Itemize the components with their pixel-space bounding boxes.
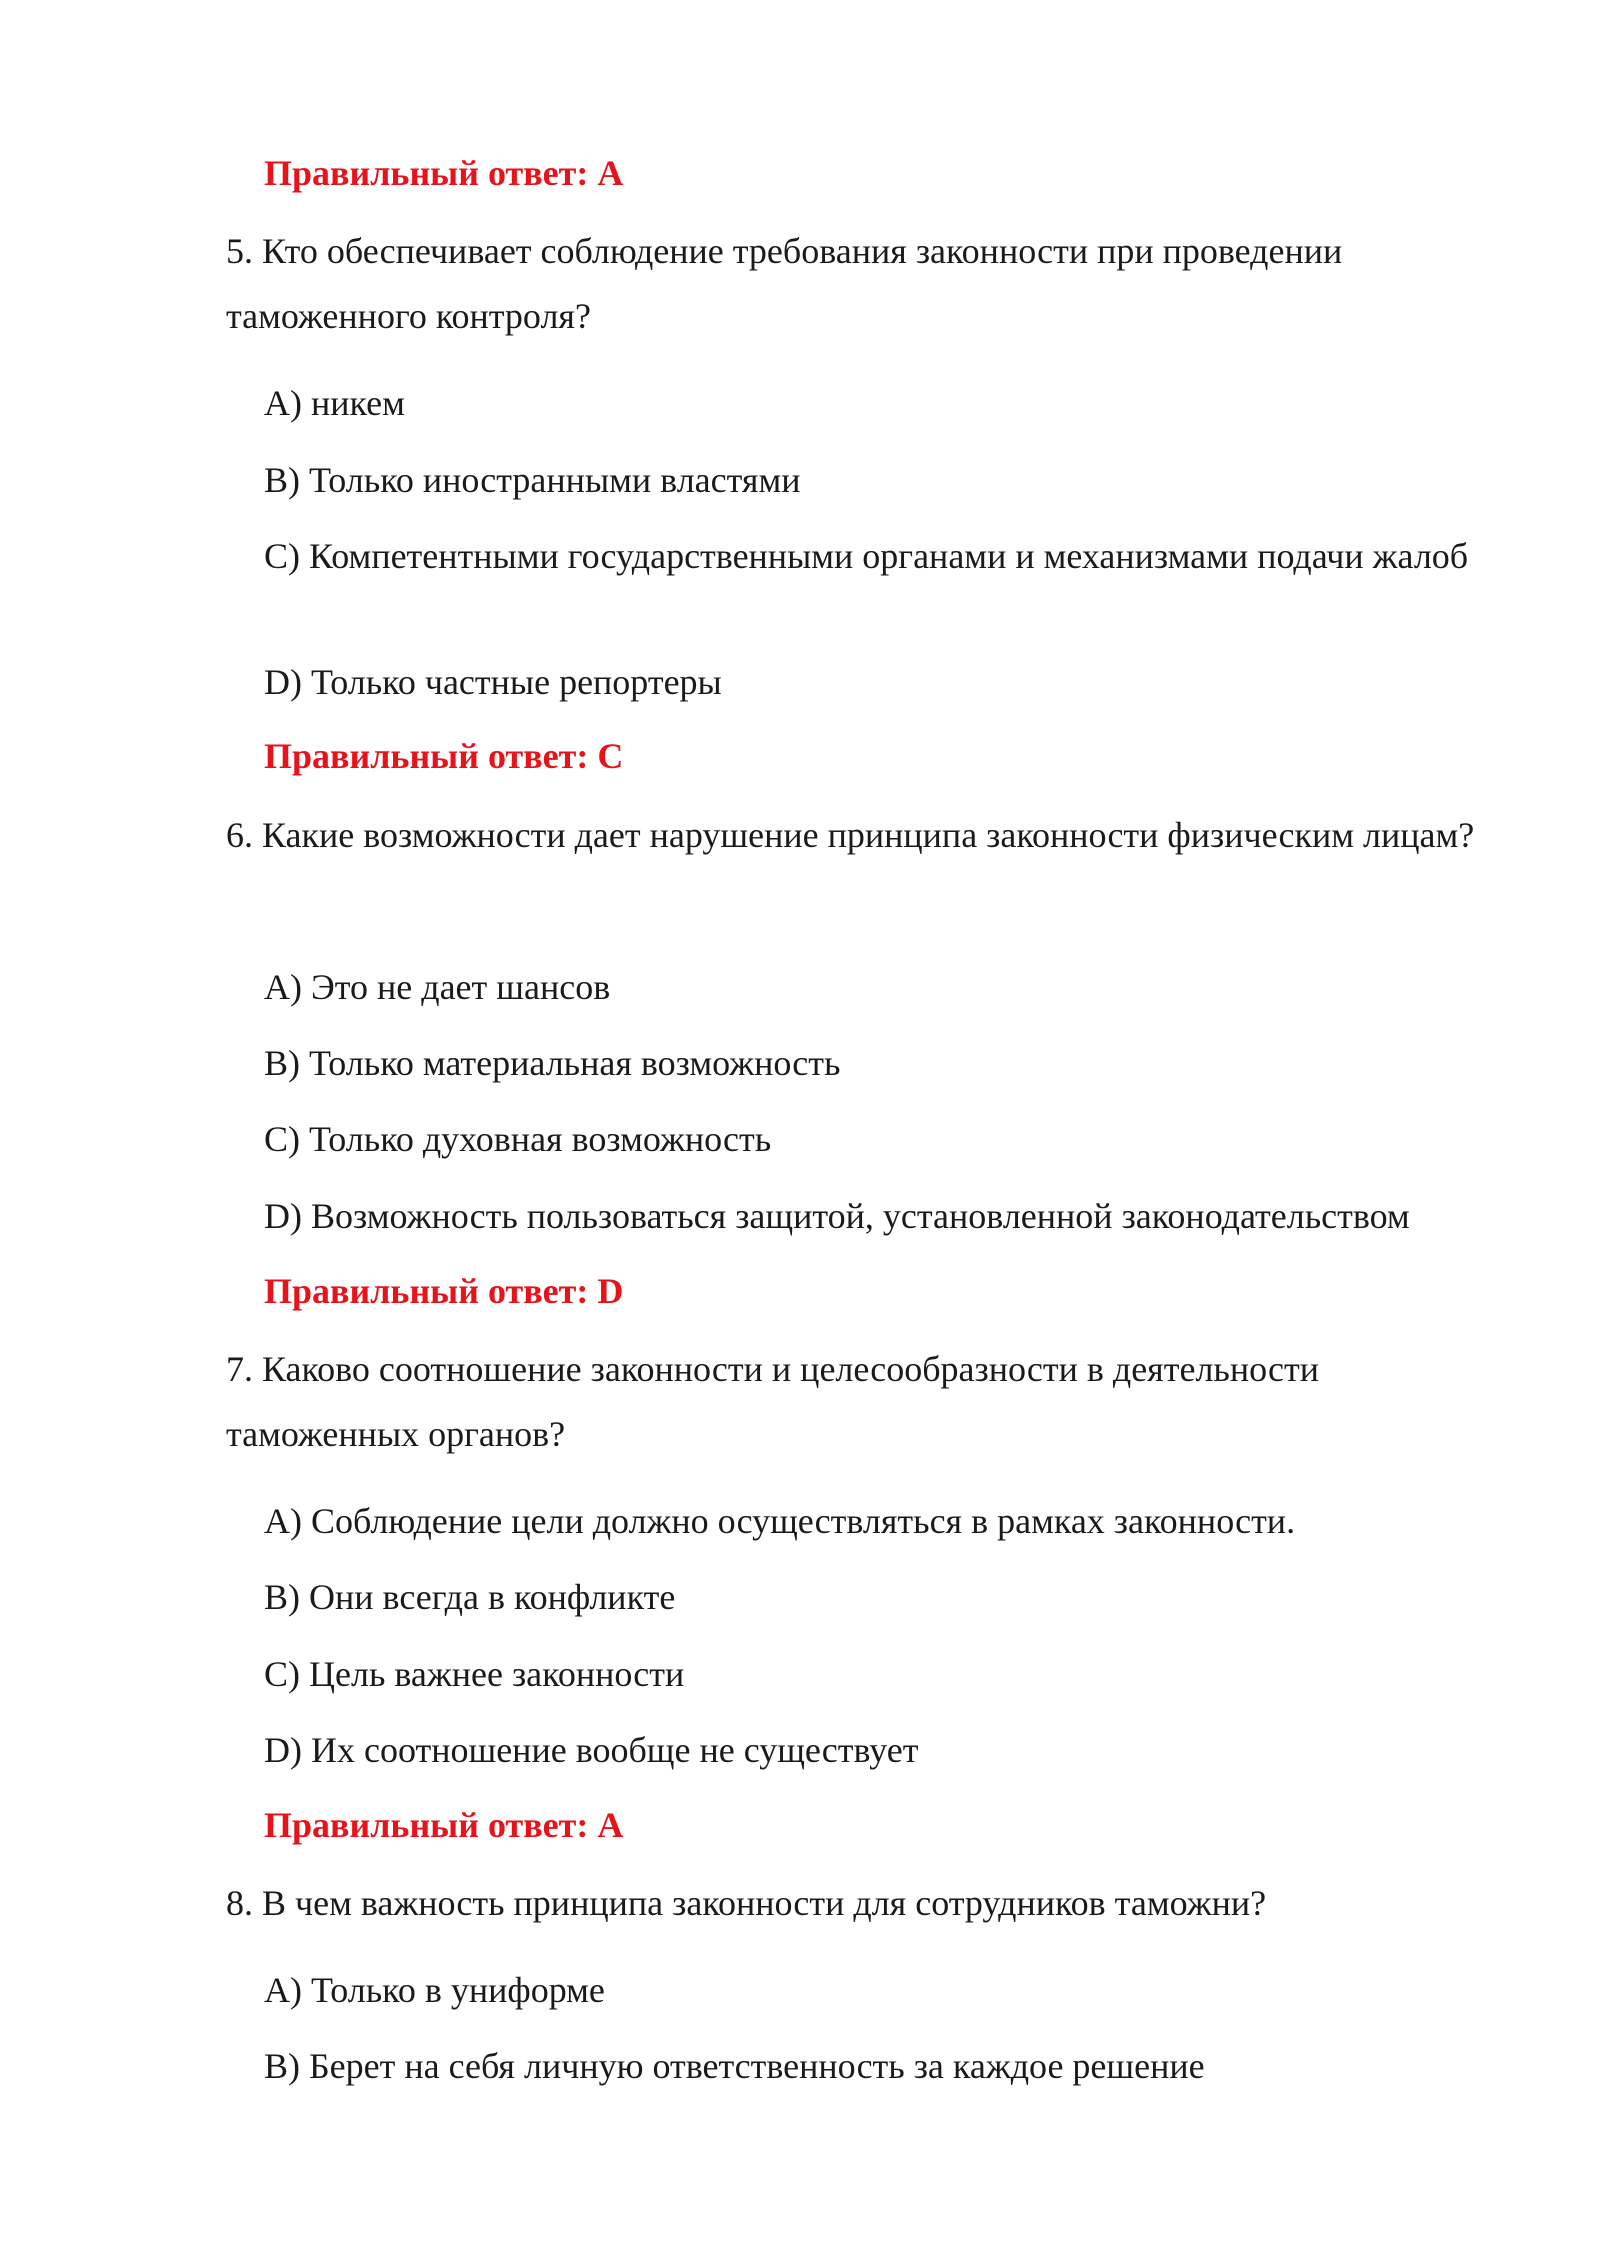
q5-option-d: D) Только частные репортеры <box>264 662 722 702</box>
question-8: 8. В чем важность принципа законности для сотрудников таможни? <box>226 1883 1267 1923</box>
q7-option-c: C) Цель важнее законности <box>264 1654 685 1694</box>
q5-option-c: C) Компетентными государственными органами и механизмами подачи жалоб <box>264 536 1469 576</box>
q6-option-b: B) Только материальная возможность <box>264 1043 841 1083</box>
q8-option-b: B) Берет на себя личную ответственность за каждое решение <box>264 2046 1205 2086</box>
q6-option-c: C) Только духовная возможность <box>264 1119 772 1159</box>
question-7: 7. Каково соотношение законности и целесообразности в деятельности таможенных органов? <box>226 1349 1319 1454</box>
q5-option-b: B) Только иностранными властями <box>264 460 801 500</box>
question-5: 5. Кто обеспечивает соблюдение требования законности при проведении таможенного контроля? <box>226 231 1343 336</box>
q7-option-a: А) Соблюдение цели должно осуществляться в рамках законности. <box>264 1501 1296 1541</box>
q7-option-b: B) Они всегда в конфликте <box>264 1577 676 1617</box>
q8-option-a: А) Только в униформе <box>264 1970 605 2010</box>
correct-answer-5: Правильный ответ: С <box>264 736 624 776</box>
q7-option-d: D) Их соотношение вообще не существует <box>264 1730 919 1770</box>
q5-option-a: А) никем <box>264 383 405 423</box>
correct-answer-4: Правильный ответ: А <box>264 153 624 193</box>
q6-option-a: А) Это не дает шансов <box>264 967 611 1007</box>
correct-answer-6: Правильный ответ: D <box>264 1271 624 1311</box>
question-6: 6. Какие возможности дает нарушение принципа законности физическим лицам? <box>226 815 1475 855</box>
correct-answer-7: Правильный ответ: А <box>264 1805 624 1845</box>
q6-option-d: D) Возможность пользоваться защитой, установленной законодательством <box>264 1196 1410 1236</box>
